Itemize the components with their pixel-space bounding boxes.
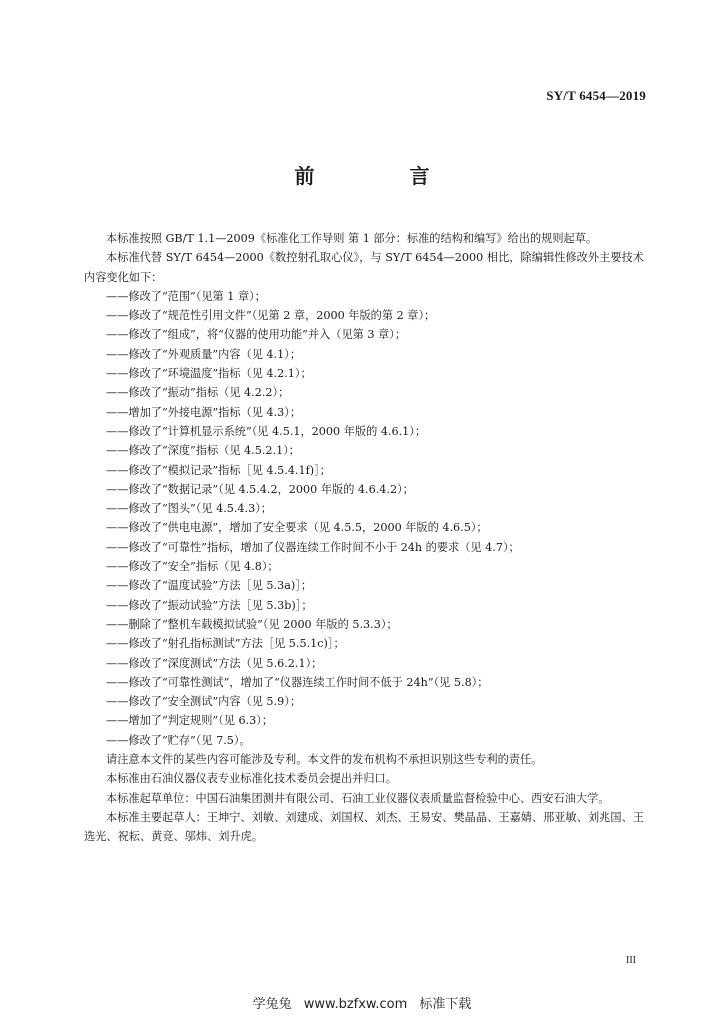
change-item: ——修改了“安全测试”内容（见 5.9）；: [106, 695, 302, 709]
change-list: [84, 287, 644, 750]
change-item: ——修改了“安全”指标（见 4.8）；: [106, 560, 279, 574]
foreword-body: [84, 229, 644, 847]
change-item: ——修改了“深度”指标（见 4.5.2.1）；: [106, 444, 300, 458]
change-item: ——删除了“整机车载模拟试验”（见 2000 年版的 5.3.3）；: [106, 617, 398, 631]
footer-site-name: 学兔兔: [252, 997, 292, 1012]
change-item: ——修改了“环境温度”指标（见 4.2.1）；: [106, 367, 312, 381]
change-item: ——修改了“可靠性测试”，增加了“仪器连续工作时间不低于 24h”（见 5.8）；: [106, 675, 489, 689]
change-item: ——修改了“组成”，将“仪器的使用功能”并入（见第 3 章）；: [106, 328, 407, 342]
change-item: ——修改了“贮存”（见 7.5）。: [106, 733, 251, 747]
change-item: ——修改了“数据记录”（见 4.5.4.2，2000 年版的 4.6.4.2）；: [106, 482, 414, 496]
page-title: 前 言: [294, 164, 474, 188]
footer-watermark: [0, 993, 724, 1012]
drafters: 本标准主要起草人：王坤宁、刘敏、刘建成、刘国权、刘杰、王易安、樊晶晶、王嘉婧、邢亚敏、刘兆国、王选光、祝耘、黄竞、邬炜、刘升虎。: [84, 810, 644, 844]
change-item: ——修改了“供电电源”，增加了安全要求（见 4.5.5，2000 年版的 4.6.5）；: [106, 521, 488, 535]
change-item: ——修改了“可靠性”指标，增加了仪器连续工作时间不小于 24h 的要求（见 4.7）；: [106, 540, 520, 554]
change-item: ——修改了“深度测试”方法（见 5.6.2.1）；: [106, 656, 323, 670]
change-item: ——修改了“模拟记录”指标［见 4.5.4.1f)］；: [106, 463, 331, 477]
change-item: ——修改了“温度试验”方法［见 5.3a)］；: [106, 579, 313, 593]
change-item: ——增加了“外接电源”指标（见 4.3）；: [106, 405, 302, 419]
page-number: III: [626, 955, 636, 966]
change-item: ——修改了“计算机显示系统”（见 4.5.1，2000 年版的 4.6.1）；: [106, 424, 427, 438]
change-item: ——修改了“振动试验”方法［见 5.3b)］；: [106, 598, 313, 612]
proposer-statement: 本标准由石油仪器仪表专业标准化技术委员会提出并归口。: [106, 772, 397, 786]
intro-paragraph: 本标准按照 GB/T 1.1—2009《标准化工作导则 第 1 部分：标准的结构和编写》给出的规则起草。: [106, 232, 598, 245]
change-item: ——修改了“规范性引用文件”（见第 2 章，2000 年版的第 2 章）；: [106, 309, 436, 323]
footer-label: 标准下载: [419, 997, 472, 1012]
intro-paragraph: 本标准代替 SY/T 6454—2000《数控射孔取心仪》，与 SY/T 6454—2000 相比，除编辑性修改外主要技术内容变化如下：: [84, 251, 644, 284]
change-item: ——修改了“射孔指标测试”方法［见 5.5.1c)］；: [106, 637, 345, 651]
change-item: ——增加了“判定规则”（见 6.3）；: [106, 714, 274, 728]
standard-code: SY/T 6454—2019: [546, 88, 646, 103]
footer-url[interactable]: www.bzfxw.com: [303, 997, 408, 1012]
change-item: ——修改了“振动”指标（见 4.2.2）；: [106, 386, 290, 400]
change-item: ——修改了“图头”（见 4.5.4.3）；: [106, 502, 272, 516]
change-item: ——修改了“外观质量”内容（见 4.1）；: [106, 347, 302, 361]
change-item: ——修改了“范围”（见第 1 章）；: [106, 289, 266, 303]
patent-notice: 请注意本文件的某些内容可能涉及专利。本文件的发布机构不承担识别这些专利的责任。: [106, 753, 543, 767]
drafting-units: 本标准起草单位：中国石油集团测井有限公司、石油工业仪器仪表质量监督检验中心、西安石油大学。: [106, 791, 610, 805]
